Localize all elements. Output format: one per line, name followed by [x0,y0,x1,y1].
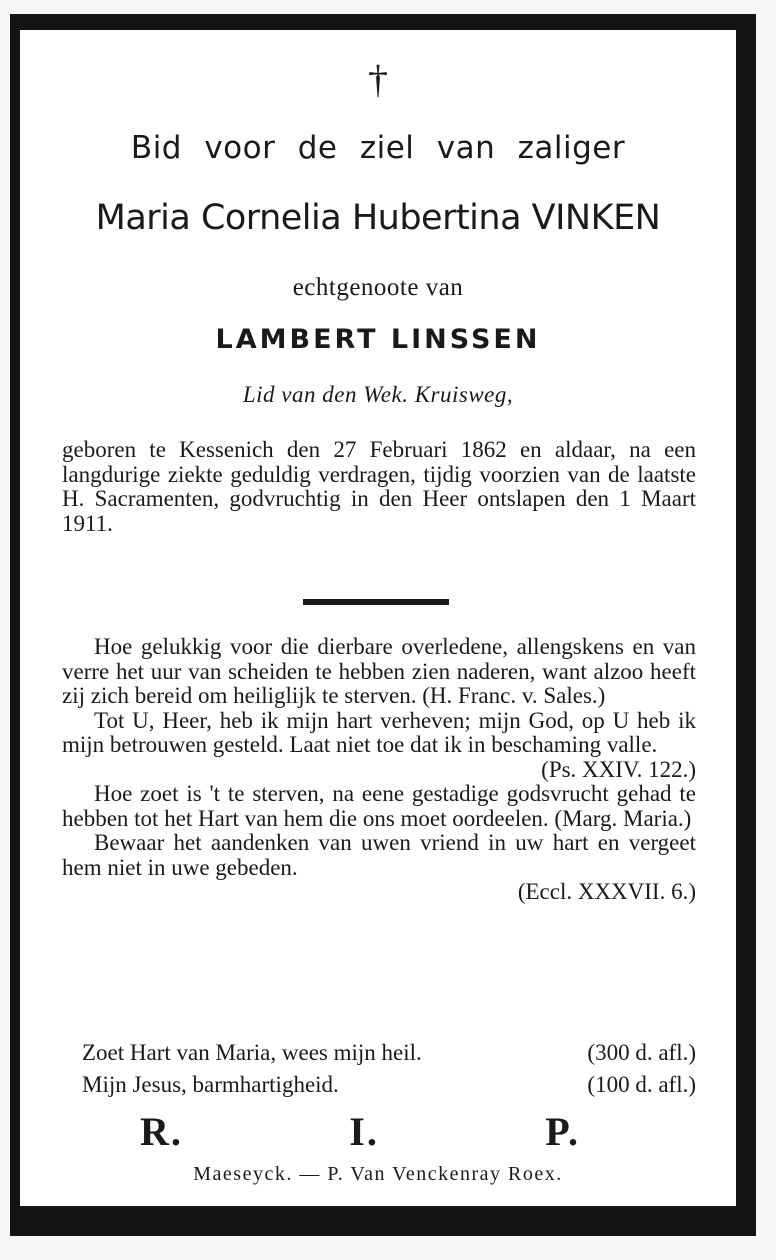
rip-line [140,1108,580,1155]
scripture-reference: (Ps. XXIV. 122.) [541,756,696,782]
indulgence-note: (100 d. afl.) [587,1072,696,1097]
membership-line: Lid van den Wek. Kruisweg, [242,382,514,407]
prayer-line [82,1072,696,1098]
prayer-text: Zoet Hart van Maria, wees mijn heil. [82,1040,422,1065]
intro-line: Bid voor de ziel van zaliger [130,130,626,166]
memorial-card [20,30,736,1206]
scripture-reference: (Eccl. XXXVII. 6.) [517,879,696,904]
relation-line: echtgenoote van [292,274,464,301]
rip-letter: R. [140,1109,183,1154]
meditation-text: Hoe gelukkig voor die dierbare overledene, allengskens en van verre het uur van scheiden te hebben zien naderen, want alzoo heeft zij zich bereid om heiliglijk te sterven. (H. Franc. v. Sales.) [62,634,696,708]
biography-paragraph: geboren te Kessenich den 27 Februari 1862 en aldaar, na een langdurige ziekte geduldig verdragen, tijdig voorzien van de laatste H. Sacramenten, godvruchtig in den Heer ontslapen den 1 Maart 1911. [62,437,696,536]
meditation-text: Hoe zoet is 't te sterven, na eene gestadige godsvrucht gehad te hebben tot het Hart van hem die ons moet oordeelen. (Marg. Maria.) [62,781,696,831]
deceased-name: Maria Cornelia Hubertina VINKEN [95,198,661,238]
meditations-block [62,635,696,905]
meditation-text: Tot U, Heer, heb ik mijn hart verheven; mijn God, op U heb ik mijn betrouwen gesteld. Laat niet toe dat ik in beschaming valle. [62,707,696,757]
printer-imprint: Maeseyck. — P. Van Venckenray Roex. [193,1163,563,1185]
rip-letter: P. [545,1109,580,1154]
cross-icon: † [368,57,388,102]
divider-rule [303,599,449,605]
spouse-name: LAMBERT LINSSEN [215,324,541,355]
rip-letter: I. [349,1109,379,1154]
indulgence-note: (300 d. afl.) [587,1040,696,1065]
meditation-text: Bewaar het aandenken van uwen vriend in uw hart en vergeet hem niet in uwe gebeden. [62,830,696,880]
prayer-text: Mijn Jesus, barmhartigheid. [82,1072,339,1097]
prayer-line [82,1040,696,1066]
